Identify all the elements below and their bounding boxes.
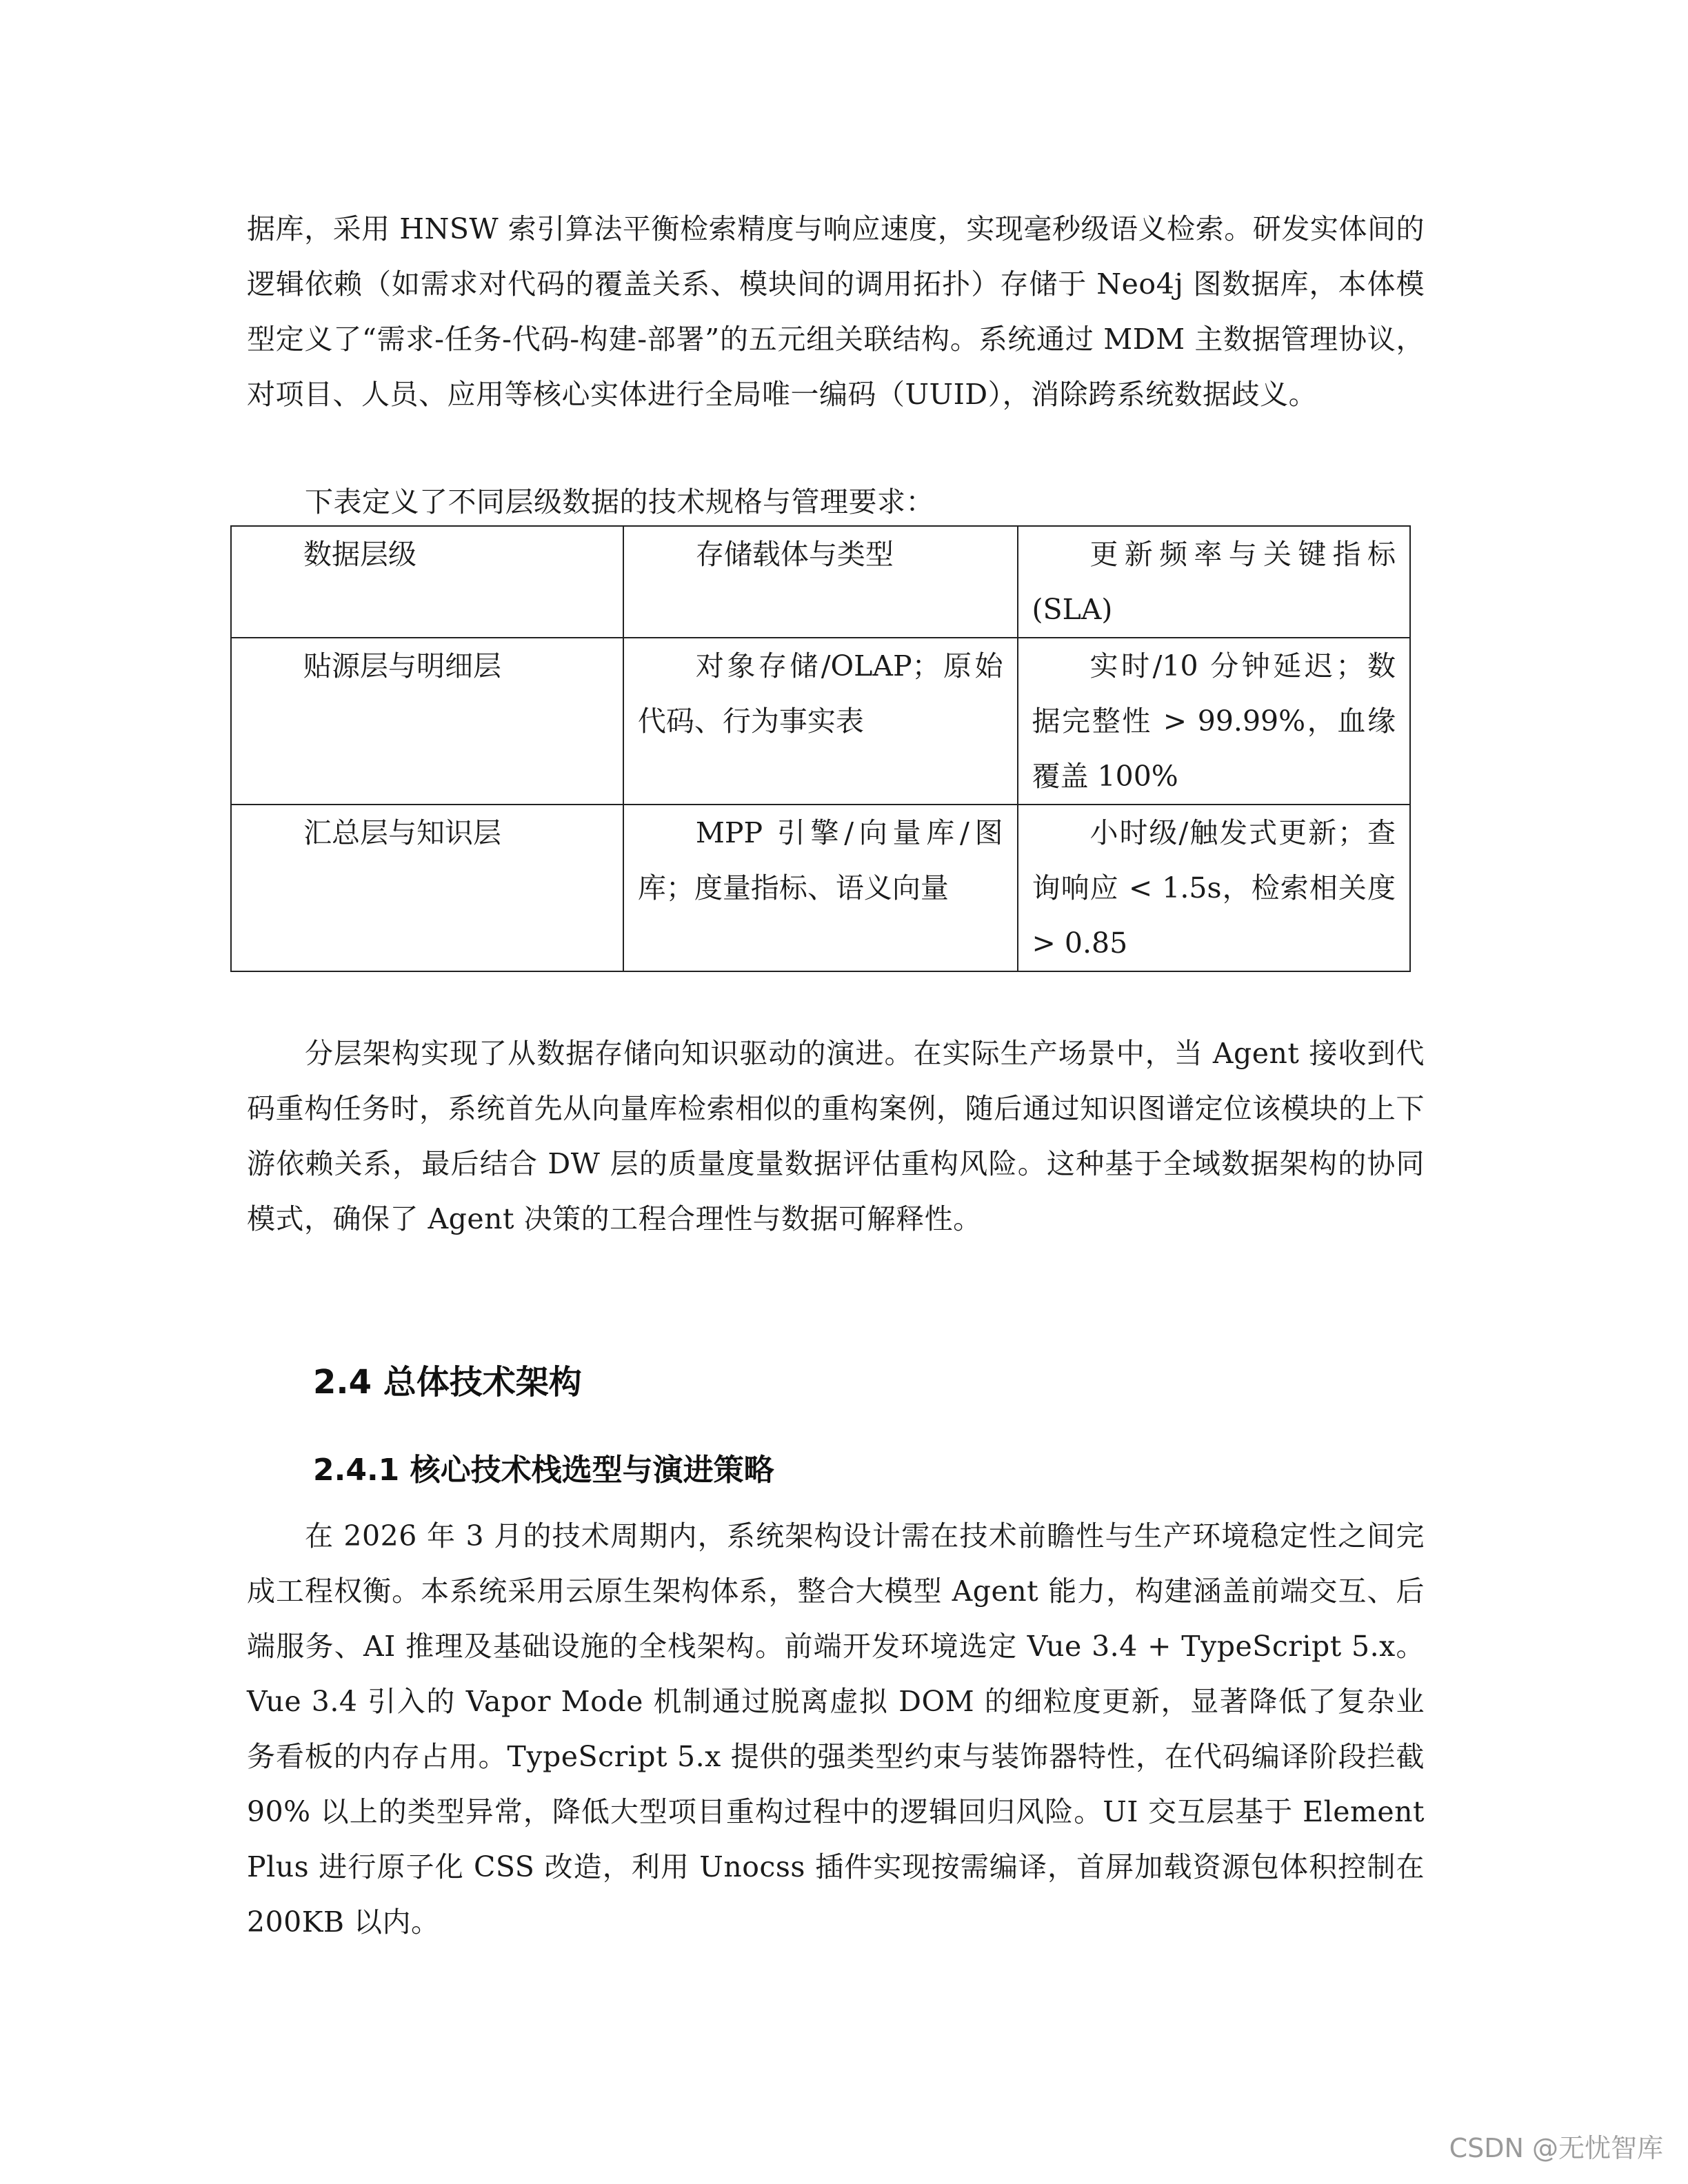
cell-layer: 汇总层与知识层 bbox=[303, 816, 501, 849]
cell-sla: 实时/10 分钟延迟；数据完整性 > 99.99%，血缘覆盖 100% bbox=[1032, 649, 1396, 793]
cell-layer: 贴源层与明细层 bbox=[303, 649, 501, 682]
table-row bbox=[231, 805, 1410, 971]
table-cell bbox=[623, 638, 1018, 805]
cell-storage: MPP 引擎/向量库/图库；度量指标、语义向量 bbox=[637, 816, 1003, 904]
paragraph-data-storage: 据库，采用 HNSW 索引算法平衡检索精度与响应速度，实现毫秒级语义检索。研发实体间的逻辑依赖（如需求对代码的覆盖关系、模块间的调用拓扑）存储于 Neo4j 图数据库，本体模型定义了“需求-任务-代码-构建-部署”的五元组关联结构。系统通过 MDM 主数据管理协议，对项目、人员、应用等核心实体进行全局唯一编码（UUID），消除跨系统数据歧义。 bbox=[247, 212, 1425, 411]
table-cell bbox=[231, 638, 623, 805]
cell-sla: 小时级/触发式更新；查询响应 < 1.5s，检索相关度 > 0.85 bbox=[1032, 816, 1396, 960]
cell-storage: 对象存储/OLAP；原始代码、行为事实表 bbox=[637, 649, 1003, 738]
table-header-cell bbox=[623, 526, 1018, 638]
table-row bbox=[231, 638, 1410, 805]
header-storage: 存储载体与类型 bbox=[695, 538, 894, 571]
table-header-cell bbox=[1018, 526, 1411, 638]
subsection-heading: 2.4.1 核心技术栈选型与演进策略 bbox=[313, 1453, 774, 1488]
table-header-cell bbox=[231, 526, 623, 638]
table-header-row bbox=[231, 526, 1410, 638]
table-cell bbox=[231, 805, 623, 971]
header-layer: 数据层级 bbox=[303, 538, 416, 571]
data-spec-table bbox=[230, 525, 1411, 972]
table-cell bbox=[1018, 805, 1411, 971]
watermark: CSDN @无忧智库 bbox=[1449, 2133, 1663, 2163]
header-sla: 更新频率与关键指标 (SLA) bbox=[1032, 538, 1396, 626]
paragraph-layered-architecture: 分层架构实现了从数据存储向知识驱动的演进。在实际生产场景中，当 Agent 接收到代码重构任务时，系统首先从向量库检索相似的重构案例，随后通过知识图谱定位该模块的上下游依赖关系，最后结合 DW 层的质量度量数据评估重构风险。这种基于全域数据架构的协同模式，确保了 Agent 决策的工程合理性与数据可解释性。 bbox=[247, 1037, 1425, 1235]
paragraph-table-intro: 下表定义了不同层级数据的技术规格与管理要求： bbox=[305, 485, 934, 518]
table-cell bbox=[1018, 638, 1411, 805]
table-cell bbox=[623, 805, 1018, 971]
paragraph-tech-stack: 在 2026 年 3 月的技术周期内，系统架构设计需在技术前瞻性与生产环境稳定性之间完成工程权衡。本系统采用云原生架构体系，整合大模型 Agent 能力，构建涵盖前端交互、后端服务、AI 推理及基础设施的全栈架构。前端开发环境选定 Vue 3.4 + TypeScript 5.x。Vue 3.4 引入的 Vapor Mode 机制通过脱离虚拟 DOM 的细粒度更新，显著降低了复杂业务看板的内存占用。TypeScript 5.x 提供的强类型约束与装饰器特性，在代码编译阶段拦截 90% 以上的类型异常，降低大型项目重构过程中的逻辑回归风险。UI 交互层基于 Element Plus 进行原子化 CSS 改造，利用 Unocss 插件实现按需编译，首屏加载资源包体积控制在 200KB 以内。 bbox=[247, 1519, 1425, 1939]
section-heading: 2.4 总体技术架构 bbox=[313, 1363, 582, 1402]
